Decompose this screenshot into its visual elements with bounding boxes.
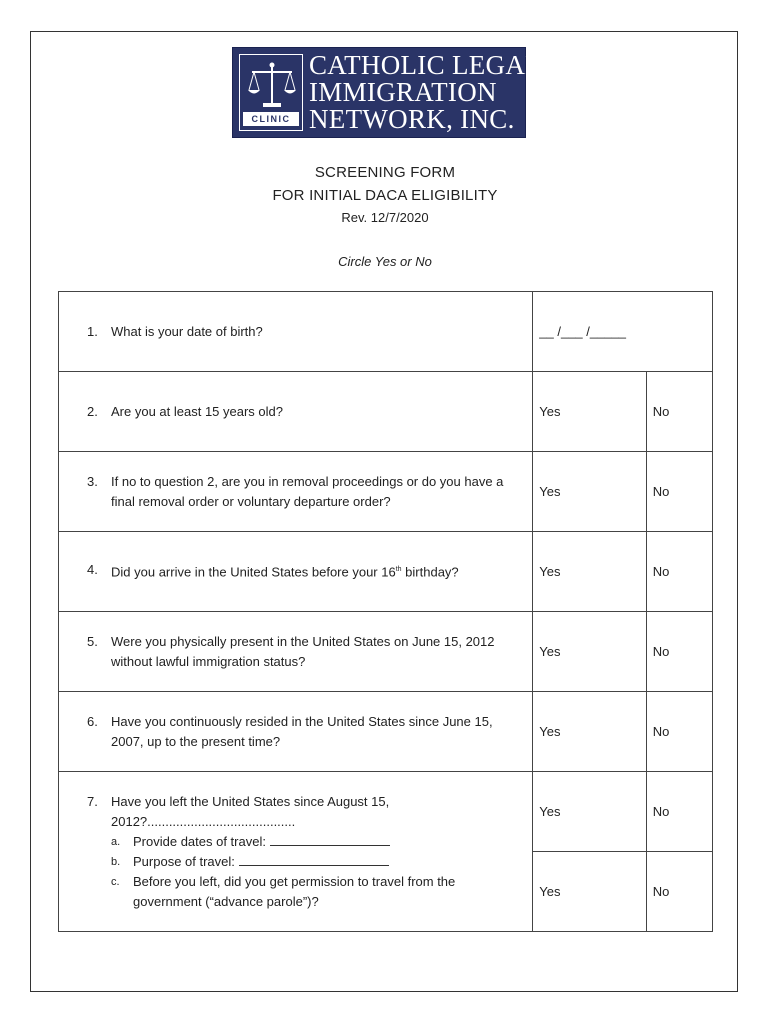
- scales-of-justice-icon: [246, 60, 298, 112]
- question-text: Were you physically present in the United States on June 15, 2012 without lawful immigration status?: [111, 633, 495, 669]
- sub-letter: b.: [111, 855, 121, 868]
- question-cell: [59, 692, 533, 772]
- question-text: If no to question 2, are you in removal proceedings or do you have a final removal order or voluntary departure order?: [111, 473, 504, 509]
- sub-letter: a.: [111, 835, 121, 848]
- question-row-5: [59, 612, 713, 692]
- yes-option[interactable]: Yes: [533, 772, 646, 852]
- question-text: What is your date of birth?: [111, 323, 263, 339]
- question-number: 5.: [87, 633, 98, 649]
- question-number: 1.: [87, 323, 98, 339]
- question-text: Have you continuously resided in the United States since June 15, 2007, up to the present time?: [111, 713, 493, 749]
- yes-option[interactable]: Yes: [533, 532, 646, 612]
- travel-purpose-field[interactable]: [239, 853, 389, 866]
- yes-option[interactable]: Yes: [533, 692, 646, 772]
- sub-question-text: Purpose of travel:: [133, 853, 239, 869]
- question-row-2: [59, 372, 713, 452]
- no-option[interactable]: No: [646, 532, 712, 612]
- yes-option[interactable]: Yes: [533, 372, 646, 452]
- logo-line-1: CATHOLIC LEGAL: [309, 50, 542, 80]
- question-text: Are you at least 15 years old?: [111, 403, 283, 419]
- question-cell: [59, 612, 533, 692]
- scales-seal: [239, 54, 303, 131]
- question-number: 7.: [87, 793, 98, 809]
- no-option[interactable]: No: [646, 452, 712, 532]
- question-row-7: [59, 772, 713, 852]
- no-option[interactable]: No: [646, 372, 712, 452]
- question-number: 3.: [87, 473, 98, 489]
- logo-line-3: NETWORK, INC.: [309, 104, 515, 134]
- logo-wordmark: [309, 50, 542, 134]
- question-number: 6.: [87, 713, 98, 729]
- question-cell: [59, 372, 533, 452]
- no-option[interactable]: No: [646, 772, 712, 852]
- clinic-logo: [232, 47, 542, 138]
- sub-letter: c.: [111, 875, 120, 888]
- no-option[interactable]: No: [646, 612, 712, 692]
- question-cell: [59, 452, 533, 532]
- no-option[interactable]: No: [646, 692, 712, 772]
- question-row-6: [59, 692, 713, 772]
- question-row-3: [59, 452, 713, 532]
- form-title-line-2: FOR INITIAL DACA ELIGIBILITY: [272, 187, 498, 204]
- revision-date: Rev. 12/7/2020: [341, 210, 429, 225]
- logo-line-2: IMMIGRATION: [309, 77, 497, 107]
- question-row-4: [59, 532, 713, 612]
- sub-question-b: [111, 852, 520, 872]
- question-text: Have you left the United States since August 15, 2012?.........................................: [111, 793, 390, 829]
- sub-question-text: Before you left, did you get permission to travel from the government (“advance parole”)?: [133, 873, 456, 909]
- question-number: 2.: [87, 403, 98, 419]
- clinic-seal-label: CLINIC: [243, 112, 299, 126]
- yes-option[interactable]: Yes: [533, 852, 646, 932]
- yes-option[interactable]: Yes: [533, 612, 646, 692]
- instruction-text: Circle Yes or No: [338, 254, 432, 269]
- question-number: 4.: [87, 562, 98, 578]
- sub-question-a: [111, 832, 520, 852]
- question-cell: [59, 772, 533, 932]
- question-text-part: Did you arrive in the United States before your 16: [111, 564, 396, 580]
- date-of-birth-field[interactable]: __ /___ /_____: [533, 292, 713, 372]
- question-cell: [59, 292, 533, 372]
- form-title-line-1: SCREENING FORM: [314, 164, 456, 181]
- sub-question-c: [111, 872, 520, 912]
- question-text: [111, 560, 520, 582]
- question-cell: [59, 532, 533, 612]
- sub-question-text: Provide dates of travel:: [133, 833, 270, 849]
- ordinal-suffix: th: [395, 566, 402, 574]
- travel-dates-field[interactable]: [270, 833, 390, 846]
- screening-questions-table: [58, 291, 713, 932]
- no-option[interactable]: No: [646, 852, 712, 932]
- yes-option[interactable]: Yes: [533, 452, 646, 532]
- question-text-part: birthday?: [401, 564, 459, 580]
- question-row-1: [59, 292, 713, 372]
